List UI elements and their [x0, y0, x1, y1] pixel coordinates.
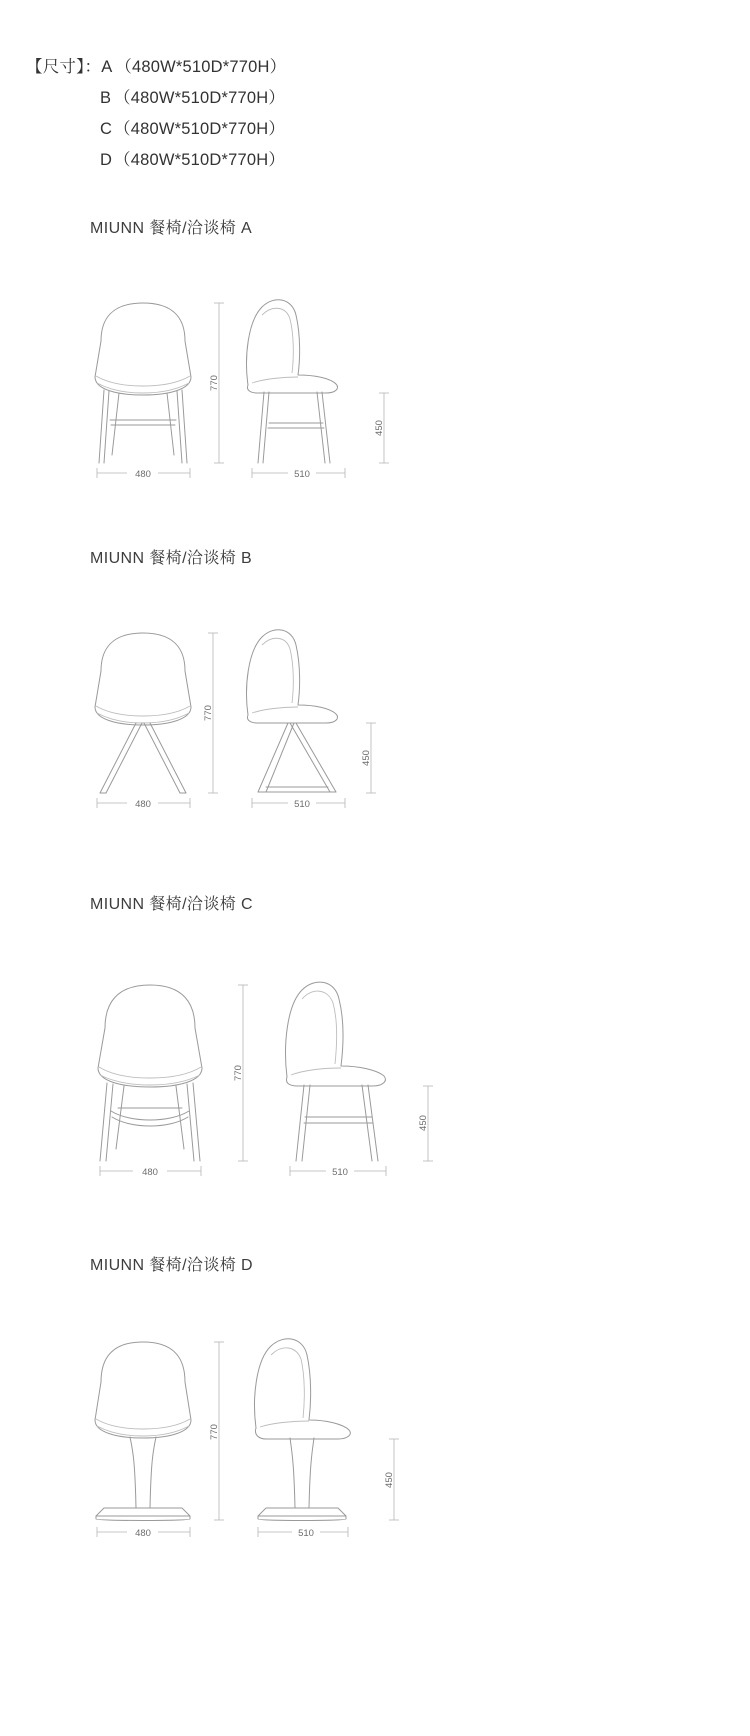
spec-value-b: （480W*510D*770H）	[114, 89, 286, 107]
dimension-height-770-a	[209, 303, 224, 463]
chair-drawing-d	[0, 1294, 750, 1544]
spec-line-d	[26, 145, 286, 176]
dimension-seat-450-d	[384, 1439, 399, 1520]
dim-text-seat-b: 450	[361, 750, 372, 766]
drawing-area-c	[0, 933, 750, 1178]
dimension-seat-450-a	[374, 393, 389, 463]
chair-side-view-c	[286, 982, 386, 1161]
chair-side-view-a	[247, 300, 338, 463]
dim-text-width-a: 480	[135, 469, 151, 480]
drawing-area-b	[0, 587, 750, 810]
dimension-width-480-a	[97, 468, 190, 480]
section-title-d: MIUNN 餐椅/洽谈椅 D	[90, 1257, 253, 1274]
spec-value-a: （480W*510D*770H）	[115, 58, 287, 76]
chair-front-view-b	[95, 633, 191, 793]
dimension-height-770-b	[203, 633, 218, 793]
dim-text-seat-c: 450	[418, 1115, 429, 1131]
dim-text-height-d: 770	[209, 1424, 220, 1440]
drawing-area-d	[0, 1294, 750, 1539]
chair-drawing-b	[0, 587, 750, 817]
drawing-area-a	[0, 257, 750, 480]
spec-value-d: （480W*510D*770H）	[114, 151, 286, 169]
section-title-c: MIUNN 餐椅/洽谈椅 C	[90, 896, 253, 913]
chair-side-view-d	[255, 1339, 351, 1521]
spec-key-a: A	[101, 58, 113, 76]
spec-key-c: C	[100, 120, 113, 138]
section-title-b: MIUNN 餐椅/洽谈椅 B	[90, 550, 253, 567]
dim-text-seat-a: 450	[374, 420, 385, 436]
dimension-depth-510-b	[252, 798, 345, 810]
chair-drawing-c	[0, 933, 750, 1183]
chair-front-view-a	[95, 303, 191, 463]
dim-text-height-a: 770	[209, 375, 220, 391]
dim-text-seat-d: 450	[384, 1472, 395, 1488]
spec-value-c: （480W*510D*770H）	[114, 120, 286, 138]
dimension-depth-510-a	[252, 468, 345, 480]
dim-text-depth-a: 510	[294, 469, 310, 480]
chair-side-view-b	[247, 630, 338, 792]
dimension-height-770-d	[209, 1342, 224, 1520]
chair-front-view-c	[98, 985, 202, 1161]
spec-key-b: B	[100, 89, 112, 107]
dim-text-depth-b: 510	[294, 799, 310, 810]
chair-front-view-d	[95, 1342, 191, 1521]
dimension-width-480-b	[97, 798, 190, 810]
dim-text-depth-c: 510	[332, 1167, 348, 1178]
dimension-seat-450-b	[361, 723, 376, 793]
spec-heading-label: 【尺寸】：	[26, 58, 102, 76]
dim-text-height-b: 770	[203, 705, 214, 721]
dimension-width-480-c	[100, 1166, 201, 1178]
spec-line-c	[26, 114, 286, 145]
dimension-height-770-c	[233, 985, 248, 1161]
dimension-depth-510-c	[290, 1166, 386, 1178]
section-title-a: MIUNN 餐椅/洽谈椅 A	[90, 220, 253, 237]
spec-line-b	[26, 83, 286, 114]
dim-text-depth-d: 510	[298, 1528, 314, 1539]
dimension-seat-450-c	[418, 1086, 433, 1161]
dim-text-width-c: 480	[142, 1167, 158, 1178]
dim-text-height-c: 770	[233, 1065, 244, 1081]
dimension-width-480-d	[97, 1527, 190, 1539]
spec-key-d: D	[100, 151, 113, 169]
dimension-depth-510-d	[258, 1527, 348, 1539]
dimensions-spec-block	[26, 52, 286, 176]
dim-text-width-d: 480	[135, 1528, 151, 1539]
chair-drawing-a	[0, 257, 750, 487]
dim-text-width-b: 480	[135, 799, 151, 810]
spec-line-a	[26, 52, 286, 83]
